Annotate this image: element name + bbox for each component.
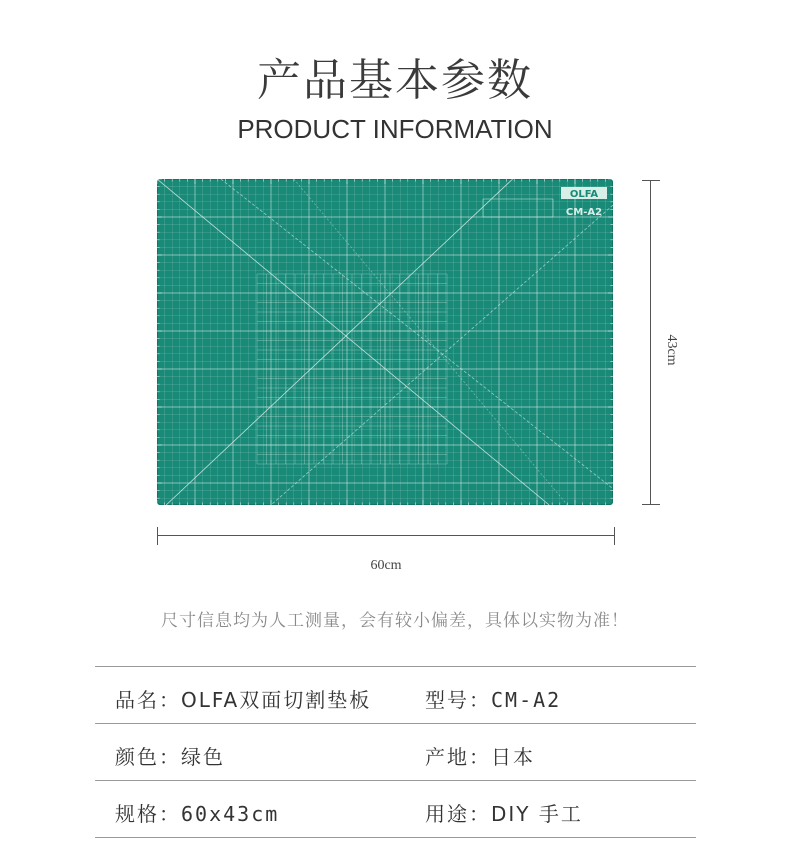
spec-row [95,666,696,723]
model-mark-text: CM-A2 [565,207,603,218]
height-dimension-label: 43cm [664,334,679,366]
spec-table [95,666,696,838]
page-title-en: PRODUCT INFORMATION [237,114,553,144]
spec-size: 规格：60x43cm [115,802,280,826]
width-dimension-line [157,527,615,545]
cutting-mat-illustration [157,179,613,505]
spec-row [95,780,696,838]
olfa-logo-text: OLFA [569,189,599,200]
mat-center-square [257,274,447,464]
page-title-cn: 产品基本参数 [257,55,533,106]
height-dimension-line [642,180,660,505]
spec-product-name: 品名：OLFA双面切割垫板 [115,688,372,712]
spec-color: 颜色：绿色 [115,745,225,769]
spec-origin: 产地：日本 [425,745,535,769]
spec-model: 型号：CM-A2 [425,688,562,712]
spec-row [95,723,696,780]
spec-usage: 用途：DIY 手工 [425,802,583,826]
width-dimension-label: 60cm [370,558,402,573]
measurement-note: 尺寸信息均为人工测量，会有较小偏差，具体以实物为准！ [161,611,629,631]
cutting-mat-image [157,179,613,505]
